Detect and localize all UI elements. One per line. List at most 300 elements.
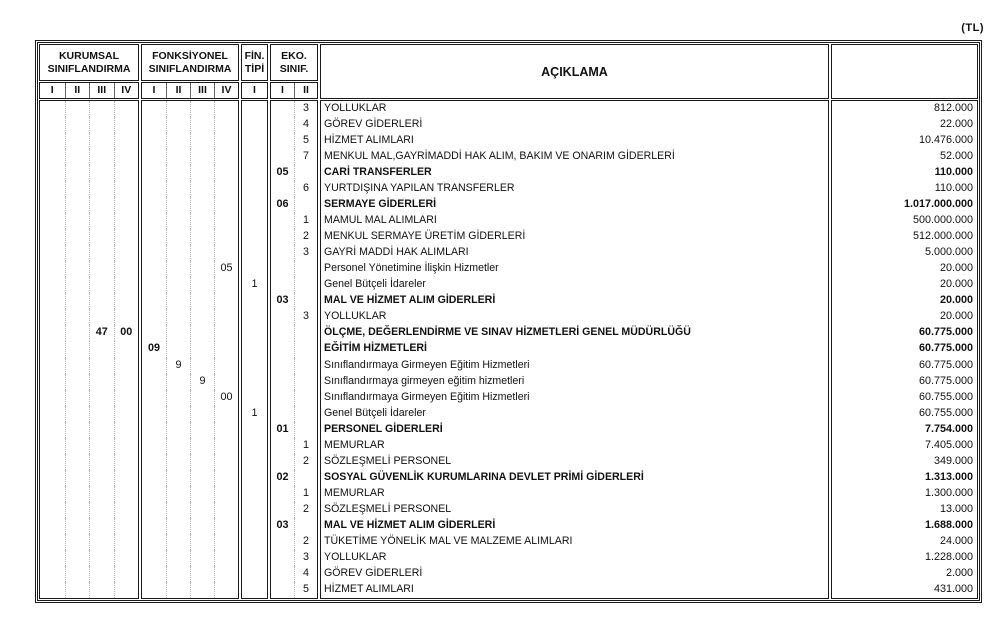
eko-code-cell xyxy=(294,325,317,341)
fonksiyonel-code-cell xyxy=(214,454,238,470)
amount-cell: 60.775.000 xyxy=(918,342,973,355)
fonksiyonel-code-cell xyxy=(214,197,238,213)
fonksiyonel-code-cell xyxy=(166,309,190,325)
description-cell: Genel Bütçeli İdareler xyxy=(324,406,426,419)
eko-code-cell xyxy=(271,181,294,197)
fonksiyonel-code-cell xyxy=(166,133,190,149)
kurumsal-code-cell xyxy=(65,534,90,550)
eko-code-cell xyxy=(271,486,294,502)
eko-code-cell xyxy=(271,309,294,325)
kurumsal-col-ii: II xyxy=(65,83,90,98)
fonksiyonel-code-cell xyxy=(190,149,214,165)
eko-code-cell: 6 xyxy=(294,181,317,197)
kurumsal-code-cell xyxy=(89,502,114,518)
fonksiyonel-code-cell xyxy=(142,374,166,390)
description-cell: GÖREV GİDERLERİ xyxy=(324,118,423,131)
kurumsal-code-cell xyxy=(114,261,139,277)
fin-tipi-code-cell xyxy=(242,518,267,534)
fonksiyonel-code-cell xyxy=(142,197,166,213)
kurumsal-code-cell xyxy=(40,550,65,566)
eko-code-cell: 01 xyxy=(276,422,289,435)
fonksiyonel-code-cell xyxy=(190,341,214,357)
kurumsal-code-cell xyxy=(114,486,139,502)
fonksiyonel-code-cell xyxy=(142,390,166,406)
eko-sinif-header-line1: EKO. xyxy=(281,50,307,62)
fonksiyonel-code-cell xyxy=(166,502,190,518)
kurumsal-code-cell xyxy=(65,197,90,213)
fonksiyonel-code-cell xyxy=(142,213,166,229)
fin-tipi-code-cell xyxy=(242,293,267,309)
eko-code-cell xyxy=(294,165,317,181)
fonksiyonel-code-cell xyxy=(190,406,214,422)
column-group-fonksiyonel xyxy=(141,44,239,599)
amount-cell: 7.405.000 xyxy=(924,438,973,451)
kurumsal-code-cell xyxy=(114,149,139,165)
eko-code-cell xyxy=(271,213,294,229)
fonksiyonel-code-cell xyxy=(190,165,214,181)
kurumsal-code-cell xyxy=(40,534,65,550)
fin-tipi-code-cell xyxy=(242,454,267,470)
kurumsal-code-cell xyxy=(65,277,90,293)
fonksiyonel-code-cell xyxy=(214,117,238,133)
fonksiyonel-code-cell xyxy=(166,101,190,117)
kurumsal-code-cell xyxy=(89,261,114,277)
description-cell: Sınıflandırmaya Girmeyen Eğitim Hizmetleri xyxy=(324,390,530,403)
amount-cell: 1.228.000 xyxy=(924,550,973,563)
kurumsal-code-cell xyxy=(114,245,139,261)
kurumsal-code-cell xyxy=(65,149,90,165)
kurumsal-code-cell xyxy=(65,117,90,133)
fonksiyonel-code-cell: 9 xyxy=(166,358,190,374)
kurumsal-code-cell xyxy=(114,117,139,133)
kurumsal-code-cell xyxy=(40,374,65,390)
amount-cell: 1.300.000 xyxy=(924,486,973,499)
fonksiyonel-code-cell xyxy=(190,293,214,309)
fonksiyonel-code-cell xyxy=(166,261,190,277)
fonksiyonel-code-cell xyxy=(190,181,214,197)
fonksiyonel-code-cell xyxy=(190,117,214,133)
fonksiyonel-code-cell xyxy=(190,101,214,117)
amount-cell: 60.775.000 xyxy=(918,374,973,387)
eko-code-cell xyxy=(294,518,317,534)
column-group-amount xyxy=(831,44,978,599)
fonksiyonel-code-cell xyxy=(166,534,190,550)
kurumsal-code-cell xyxy=(114,101,139,117)
description-cell: EĞİTİM HİZMETLERİ xyxy=(324,342,427,355)
fonksiyonel-code-cell xyxy=(214,358,238,374)
kurumsal-code-cell xyxy=(89,197,114,213)
fin-tipi-code-cell xyxy=(242,149,267,165)
amount-cell: 22.000 xyxy=(939,118,973,131)
description-cell: Personel Yönetimine İlişkin Hizmetler xyxy=(324,262,499,275)
fonksiyonel-code-cell xyxy=(190,582,214,598)
eko-code-cell xyxy=(294,358,317,374)
kurumsal-code-cell xyxy=(89,341,114,357)
fonksiyonel-code-cell xyxy=(214,293,238,309)
eko-sinif-header xyxy=(270,44,318,81)
eko-code-cell: 03 xyxy=(276,294,289,307)
eko-code-cell xyxy=(271,149,294,165)
fonksiyonel-code-cell xyxy=(190,550,214,566)
kurumsal-code-cell xyxy=(65,245,90,261)
fonksiyonel-code-cell xyxy=(142,133,166,149)
fonksiyonel-code-cell xyxy=(190,438,214,454)
fonksiyonel-body xyxy=(141,100,239,599)
fonksiyonel-code-cell xyxy=(214,374,238,390)
fin-tipi-code-cell xyxy=(242,470,267,486)
fonksiyonel-code-cell: 9 xyxy=(190,374,214,390)
eko-code-cell xyxy=(271,133,294,149)
kurumsal-code-cell xyxy=(40,229,65,245)
amount-cell: 10.476.000 xyxy=(918,134,973,147)
description-cell: GAYRİ MADDİ HAK ALIMLARI xyxy=(324,246,469,259)
eko-code-cell xyxy=(271,261,294,277)
kurumsal-code-cell xyxy=(65,454,90,470)
kurumsal-code-cell xyxy=(114,470,139,486)
eko-sinif-col-ii: II xyxy=(294,83,317,98)
description-cell: HİZMET ALIMLARI xyxy=(324,582,414,595)
eko-code-cell xyxy=(271,117,294,133)
kurumsal-code-cell xyxy=(40,358,65,374)
description-cell: YOLLUKLAR xyxy=(324,310,387,323)
eko-code-cell xyxy=(271,325,294,341)
description-cell: YOLLUKLAR xyxy=(324,550,387,563)
fonksiyonel-code-cell xyxy=(214,213,238,229)
fonksiyonel-code-cell xyxy=(142,502,166,518)
kurumsal-code-cell xyxy=(40,245,65,261)
fonksiyonel-code-cell xyxy=(214,422,238,438)
kurumsal-code-cell xyxy=(114,229,139,245)
amount-cell: 7.754.000 xyxy=(924,422,973,435)
description-cell: Sınıflandırmaya girmeyen eğitim hizmetleri xyxy=(324,374,525,387)
currency-unit-label: (TL) xyxy=(961,22,984,34)
kurumsal-code-cell xyxy=(89,550,114,566)
kurumsal-code-cell xyxy=(114,358,139,374)
fonksiyonel-code-cell xyxy=(142,486,166,502)
fin-tipi-code-cell xyxy=(242,165,267,181)
eko-code-cell xyxy=(271,502,294,518)
kurumsal-code-cell xyxy=(114,534,139,550)
kurumsal-code-cell xyxy=(89,486,114,502)
kurumsal-code-cell xyxy=(40,390,65,406)
kurumsal-header-line2: SINIFLANDIRMA xyxy=(47,62,131,75)
kurumsal-code-cell xyxy=(40,470,65,486)
fin-tipi-code-cell xyxy=(242,438,267,454)
fonksiyonel-code-cell xyxy=(166,454,190,470)
eko-code-cell: 4 xyxy=(294,117,317,133)
fonksiyonel-code-cell xyxy=(166,245,190,261)
amount-cell: 60.755.000 xyxy=(918,406,973,419)
description-cell: YURTDIŞINA YAPILAN TRANSFERLER xyxy=(324,182,515,195)
kurumsal-code-cell xyxy=(65,101,90,117)
kurumsal-code-cell xyxy=(89,229,114,245)
kurumsal-code-cell xyxy=(40,341,65,357)
kurumsal-code-cell xyxy=(65,518,90,534)
kurumsal-code-cell xyxy=(89,582,114,598)
kurumsal-code-cell xyxy=(89,117,114,133)
description-cell: PERSONEL GİDERLERİ xyxy=(324,422,443,435)
kurumsal-code-cell xyxy=(65,422,90,438)
kurumsal-code-cell xyxy=(114,197,139,213)
kurumsal-code-cell xyxy=(89,277,114,293)
fin-tipi-code-cell xyxy=(242,341,267,357)
kurumsal-code-cell xyxy=(40,486,65,502)
fonksiyonel-col-iv: IV xyxy=(214,83,238,98)
kurumsal-col-i: I xyxy=(50,84,54,96)
description-cell: TÜKETİME YÖNELİK MAL VE MALZEME ALIMLARI xyxy=(324,534,573,547)
kurumsal-code-cell xyxy=(65,341,90,357)
fonksiyonel-code-cell xyxy=(190,245,214,261)
description-cell: MAMUL MAL ALIMLARI xyxy=(324,214,437,227)
eko-code-cell xyxy=(271,438,294,454)
amount-cell: 349.000 xyxy=(933,454,973,467)
kurumsal-code-cell xyxy=(40,181,65,197)
kurumsal-code-cell xyxy=(89,406,114,422)
kurumsal-code-cell xyxy=(40,277,65,293)
kurumsal-code-cell xyxy=(89,390,114,406)
kurumsal-code-cell xyxy=(65,229,90,245)
amount-cell: 20.000 xyxy=(939,262,973,275)
fin-tipi-code-cell xyxy=(242,101,267,117)
kurumsal-code-cell xyxy=(114,341,139,357)
fonksiyonel-code-cell xyxy=(142,293,166,309)
kurumsal-code-cell xyxy=(65,165,90,181)
fonksiyonel-code-cell xyxy=(214,149,238,165)
amount-cell: 60.775.000 xyxy=(918,358,973,371)
description-cell: Sınıflandırmaya Girmeyen Eğitim Hizmetleri xyxy=(324,358,530,371)
fonksiyonel-code-cell xyxy=(142,181,166,197)
fin-tipi-code-cell xyxy=(242,550,267,566)
kurumsal-code-cell xyxy=(40,502,65,518)
eko-sinif-col-i: I xyxy=(281,84,284,96)
column-group-fin-tipi xyxy=(241,44,268,599)
amount-cell: 2.000 xyxy=(945,566,973,579)
kurumsal-code-cell xyxy=(65,502,90,518)
fin-tipi-code-cell xyxy=(242,181,267,197)
description-cell: MENKUL MAL,GAYRİMADDİ HAK ALIM, BAKIM VE ONARIM GİDERLERİ xyxy=(324,150,675,163)
kurumsal-code-cell xyxy=(114,293,139,309)
kurumsal-code-cell xyxy=(65,486,90,502)
kurumsal-code-cell xyxy=(40,422,65,438)
fonksiyonel-code-cell xyxy=(142,165,166,181)
fonksiyonel-code-cell xyxy=(166,117,190,133)
description-cell: SOSYAL GÜVENLİK KURUMLARINA DEVLET PRİMİ GİDERLERİ xyxy=(324,470,644,483)
description-cell: MEMURLAR xyxy=(324,438,385,451)
amount-cell: 500.000.000 xyxy=(912,214,973,227)
fonksiyonel-col-iii: III xyxy=(190,83,214,98)
amount-cell: 512.000.000 xyxy=(912,230,973,243)
kurumsal-code-cell xyxy=(114,390,139,406)
fonksiyonel-code-cell xyxy=(142,325,166,341)
fin-tipi-code-cell: 1 xyxy=(251,278,258,291)
eko-code-cell: 3 xyxy=(294,309,317,325)
amount-cell: 24.000 xyxy=(939,534,973,547)
kurumsal-code-cell xyxy=(89,165,114,181)
kurumsal-code-cell xyxy=(114,213,139,229)
kurumsal-code-cell xyxy=(89,454,114,470)
kurumsal-code-cell xyxy=(89,245,114,261)
kurumsal-code-cell xyxy=(65,390,90,406)
amount-cell: 110.000 xyxy=(934,166,973,179)
kurumsal-code-cell xyxy=(65,181,90,197)
fonksiyonel-code-cell xyxy=(214,550,238,566)
fonksiyonel-code-cell xyxy=(190,422,214,438)
fin-tipi-code-cell xyxy=(242,374,267,390)
kurumsal-code-cell xyxy=(89,518,114,534)
kurumsal-code-cell xyxy=(40,582,65,598)
eko-code-cell xyxy=(294,197,317,213)
eko-code-cell xyxy=(271,101,294,117)
fonksiyonel-code-cell: 09 xyxy=(147,342,160,355)
kurumsal-code-cell xyxy=(65,582,90,598)
kurumsal-code-cell xyxy=(89,566,114,582)
fin-tipi-code-cell xyxy=(242,117,267,133)
fonksiyonel-code-cell: 00 xyxy=(214,390,238,406)
kurumsal-code-cell xyxy=(114,133,139,149)
fonksiyonel-code-cell xyxy=(142,101,166,117)
kurumsal-code-cell xyxy=(40,261,65,277)
eko-code-cell: 3 xyxy=(294,245,317,261)
fonksiyonel-code-cell xyxy=(142,422,166,438)
amount-cell: 110.000 xyxy=(934,182,973,195)
fonksiyonel-code-cell xyxy=(214,277,238,293)
fonksiyonel-code-cell xyxy=(190,133,214,149)
amount-cell: 52.000 xyxy=(939,150,973,163)
eko-code-cell: 2 xyxy=(294,502,317,518)
kurumsal-code-cell xyxy=(89,358,114,374)
fonksiyonel-code-cell xyxy=(214,486,238,502)
kurumsal-code-cell xyxy=(40,309,65,325)
kurumsal-code-cell xyxy=(65,550,90,566)
eko-code-cell: 1 xyxy=(294,486,317,502)
fin-tipi-code-cell: 1 xyxy=(251,406,258,419)
eko-code-cell: 3 xyxy=(294,550,317,566)
kurumsal-code-cell xyxy=(65,325,90,341)
fonksiyonel-code-cell xyxy=(142,582,166,598)
fonksiyonel-code-cell xyxy=(214,101,238,117)
eko-code-cell xyxy=(271,566,294,582)
fonksiyonel-code-cell xyxy=(190,486,214,502)
fonksiyonel-code-cell xyxy=(190,358,214,374)
kurumsal-code-cell xyxy=(114,422,139,438)
fonksiyonel-code-cell xyxy=(214,438,238,454)
kurumsal-code-cell xyxy=(89,534,114,550)
fonksiyonel-col-i: I xyxy=(152,84,156,96)
kurumsal-code-cell xyxy=(89,293,114,309)
amount-cell: 20.000 xyxy=(939,310,973,323)
description-cell: SERMAYE GİDERLERİ xyxy=(324,198,437,211)
aciklama-header xyxy=(320,44,829,99)
kurumsal-code-cell xyxy=(40,518,65,534)
kurumsal-code-cell xyxy=(114,502,139,518)
fonksiyonel-code-cell xyxy=(166,390,190,406)
amount-cell: 60.755.000 xyxy=(918,390,973,403)
eko-code-cell xyxy=(271,406,294,422)
fin-tipi-code-cell xyxy=(242,390,267,406)
fonksiyonel-code-cell xyxy=(166,470,190,486)
fonksiyonel-code-cell xyxy=(214,229,238,245)
fonksiyonel-code-cell xyxy=(214,165,238,181)
eko-code-cell xyxy=(271,358,294,374)
fonksiyonel-code-cell xyxy=(190,566,214,582)
fonksiyonel-code-cell: 05 xyxy=(214,261,238,277)
fin-tipi-code-cell xyxy=(242,309,267,325)
eko-sinif-header-line2: SINIF. xyxy=(279,62,309,75)
fonksiyonel-code-cell xyxy=(190,213,214,229)
fonksiyonel-code-cell xyxy=(166,197,190,213)
fonksiyonel-code-cell xyxy=(190,534,214,550)
fonksiyonel-code-cell xyxy=(166,325,190,341)
kurumsal-code-cell xyxy=(114,550,139,566)
kurumsal-code-cell xyxy=(89,309,114,325)
fin-tipi-code-cell xyxy=(242,213,267,229)
kurumsal-code-cell xyxy=(65,261,90,277)
fonksiyonel-code-cell xyxy=(214,133,238,149)
eko-code-cell xyxy=(271,534,294,550)
amount-header xyxy=(831,44,978,99)
fin-tipi-header xyxy=(241,44,268,81)
fonksiyonel-code-cell xyxy=(142,261,166,277)
kurumsal-code-cell xyxy=(114,277,139,293)
kurumsal-code-cell xyxy=(40,213,65,229)
eko-code-cell: 2 xyxy=(294,534,317,550)
description-cell: SÖZLEŞMELİ PERSONEL xyxy=(324,502,452,515)
eko-code-cell: 02 xyxy=(276,470,289,483)
column-group-eko-sinif xyxy=(270,44,318,599)
fonksiyonel-code-cell xyxy=(142,550,166,566)
amount-cell: 60.775.000 xyxy=(918,326,973,339)
kurumsal-code-cell xyxy=(114,374,139,390)
fonksiyonel-code-cell xyxy=(190,390,214,406)
kurumsal-code-cell xyxy=(114,518,139,534)
fonksiyonel-header-line2: SINIFLANDIRMA xyxy=(148,62,232,75)
fin-tipi-code-cell xyxy=(242,358,267,374)
kurumsal-code-cell xyxy=(40,149,65,165)
fonksiyonel-code-cell xyxy=(166,341,190,357)
fonksiyonel-code-cell xyxy=(190,277,214,293)
fonksiyonel-code-cell xyxy=(166,566,190,582)
fonksiyonel-code-cell xyxy=(166,213,190,229)
fonksiyonel-code-cell xyxy=(214,566,238,582)
fonksiyonel-code-cell xyxy=(142,117,166,133)
description-cell: MAL VE HİZMET ALIM GİDERLERİ xyxy=(324,518,496,531)
fonksiyonel-code-cell xyxy=(142,277,166,293)
fonksiyonel-code-cell xyxy=(214,470,238,486)
description-cell: GÖREV GİDERLERİ xyxy=(324,566,423,579)
eko-code-cell xyxy=(294,374,317,390)
fonksiyonel-code-cell xyxy=(142,438,166,454)
fonksiyonel-code-cell xyxy=(214,406,238,422)
fin-tipi-subheader xyxy=(241,82,268,99)
fonksiyonel-code-cell xyxy=(142,309,166,325)
description-cell: MENKUL SERMAYE ÜRETİM GİDERLERİ xyxy=(324,230,526,243)
kurumsal-code-cell xyxy=(40,197,65,213)
eko-code-cell: 5 xyxy=(294,582,317,598)
fin-tipi-code-cell xyxy=(242,325,267,341)
kurumsal-code-cell xyxy=(65,438,90,454)
eko-code-cell: 03 xyxy=(276,518,289,531)
amount-cell: 1.313.000 xyxy=(924,470,973,483)
fin-tipi-code-cell xyxy=(242,566,267,582)
kurumsal-code-cell xyxy=(40,406,65,422)
eko-code-cell xyxy=(294,406,317,422)
fonksiyonel-code-cell xyxy=(166,518,190,534)
fonksiyonel-code-cell xyxy=(214,582,238,598)
kurumsal-code-cell xyxy=(89,101,114,117)
kurumsal-code-cell xyxy=(40,454,65,470)
kurumsal-code-cell xyxy=(89,149,114,165)
kurumsal-code-cell xyxy=(65,213,90,229)
